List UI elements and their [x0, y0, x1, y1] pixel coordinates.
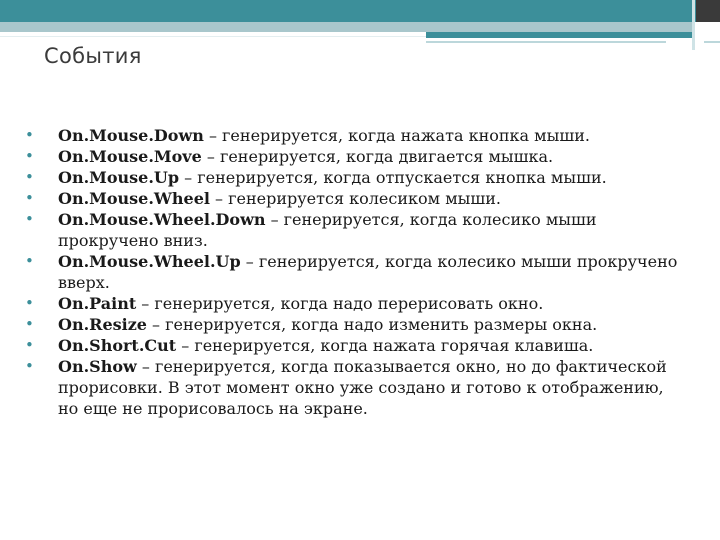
event-term: On.Mouse.Up: [58, 168, 180, 187]
list-item: [25, 251, 678, 293]
bullet-icon: •: [25, 294, 34, 312]
event-list: [25, 125, 678, 419]
event-term: On.Resize: [58, 315, 147, 334]
event-description: – генерируется, когда колесико мыши прокручено вниз.: [58, 210, 597, 250]
header-accent-line: [426, 41, 666, 43]
event-term: On.Mouse.Down: [58, 126, 204, 145]
list-item: [25, 356, 678, 419]
list-item: [25, 167, 678, 188]
event-description: – генерируется, когда двигается мышка.: [201, 147, 554, 166]
event-term: On.Short.Cut: [58, 336, 177, 355]
list-item: [25, 314, 678, 335]
event-description: – генерируется колесиком мыши.: [209, 189, 501, 208]
bullet-icon: •: [25, 147, 34, 165]
event-description: – генерируется, когда нажата горячая клавиша.: [176, 336, 594, 355]
header-divider: [692, 0, 695, 50]
header-corner-block: [696, 0, 720, 22]
bullet-icon: •: [25, 315, 34, 333]
bullet-icon: •: [25, 210, 34, 228]
event-term: On.Paint: [58, 294, 137, 313]
list-item: [25, 188, 678, 209]
event-term: On.Mouse.Move: [58, 147, 202, 166]
header-accent-bar: [426, 32, 692, 38]
bullet-icon: •: [25, 252, 34, 270]
bullet-icon: •: [25, 126, 34, 144]
list-item: [25, 209, 678, 251]
event-description: – генерируется, когда отпускается кнопка мыши.: [179, 168, 607, 187]
bullet-icon: •: [25, 357, 34, 375]
header-accent-line-right: [704, 41, 720, 43]
event-description: – генерируется, когда показывается окно, но до фактической прорисовки. В этот момент окно уже создано и готово к отображению, но еще не прорисовалось на экране.: [58, 357, 667, 418]
list-item: [25, 146, 678, 167]
bullet-icon: •: [25, 336, 34, 354]
slide-title: События: [44, 44, 142, 68]
event-description: – генерируется, когда колесико мыши прокручено вверх.: [58, 252, 678, 292]
event-description: – генерируется, когда надо изменить размеры окна.: [146, 315, 598, 334]
event-description: – генерируется, когда нажата кнопка мыши.: [203, 126, 590, 145]
event-term: On.Mouse.Wheel.Up: [58, 252, 241, 271]
header-subband: [0, 22, 692, 32]
bullet-icon: •: [25, 168, 34, 186]
event-term: On.Show: [58, 357, 137, 376]
event-term: On.Mouse.Wheel: [58, 189, 210, 208]
list-item: [25, 125, 678, 146]
list-item: [25, 335, 678, 356]
header-band: [0, 0, 696, 22]
bullet-icon: •: [25, 189, 34, 207]
list-item: [25, 293, 678, 314]
header-rule: [0, 36, 426, 37]
event-description: – генерируется, когда надо перерисовать окно.: [136, 294, 544, 313]
event-term: On.Mouse.Wheel.Down: [58, 210, 266, 229]
